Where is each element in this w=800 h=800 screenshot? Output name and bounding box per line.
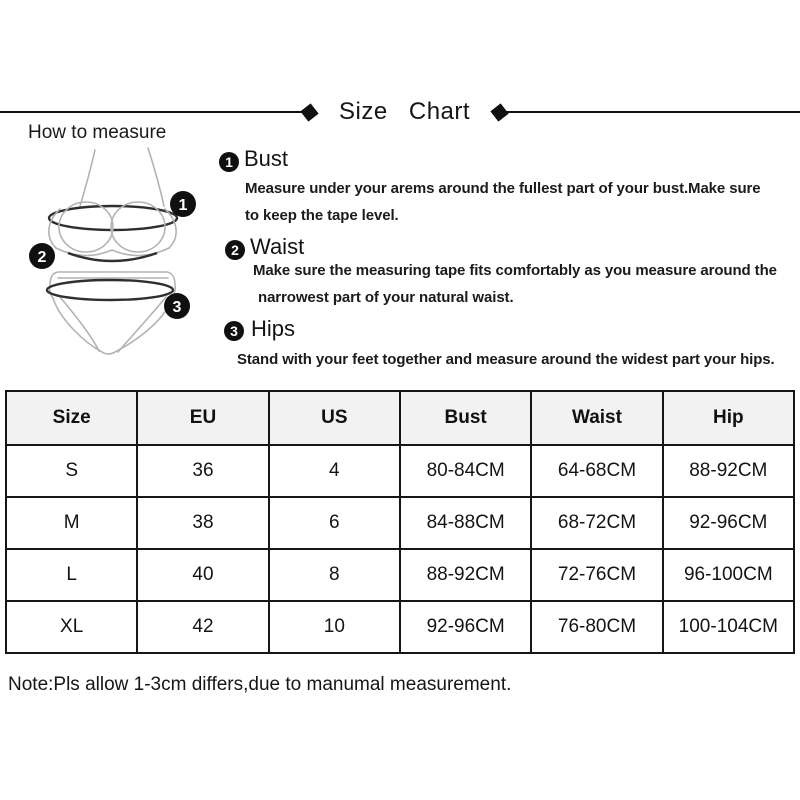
size-table-header-row <box>6 391 794 445</box>
figure-badge-1 <box>170 191 196 217</box>
waist-instruction-line-1: Make sure the measuring tape fits comfortably as you measure around the <box>253 262 777 279</box>
leg-curve-left <box>60 297 99 351</box>
measurement-note: Note:Pls allow 1-3cm differs,due to manumal measurement. <box>8 674 512 695</box>
cell-s-size: S <box>6 445 137 497</box>
cell-m-us: 6 <box>269 497 400 549</box>
col-header-size: Size <box>6 391 137 445</box>
waist-instruction-line-2: narrowest part of your natural waist. <box>258 289 514 306</box>
hips-heading: Hips <box>251 316 296 341</box>
figure-badge-2-number: 2 <box>37 249 47 266</box>
bust-instruction-line-1: Measure under your arems around the fullest part of your bust.Make sure <box>245 180 761 197</box>
cell-m-bust: 84-88CM <box>400 497 531 549</box>
figure-badge-2 <box>29 243 55 269</box>
cell-xl-bust: 92-96CM <box>400 601 531 653</box>
figure-badge-3-number: 3 <box>172 299 182 316</box>
table-row-s <box>6 445 794 497</box>
measurement-figure-illustration <box>20 145 220 355</box>
bust-instruction-line-2: to keep the tape level. <box>245 207 399 224</box>
col-header-waist: Waist <box>531 391 662 445</box>
waist-tape-line <box>68 253 157 261</box>
figure-badge-1-number: 1 <box>178 197 188 214</box>
bust-heading: Bust <box>244 146 289 171</box>
table-row-l <box>6 549 794 601</box>
bra-strap-right <box>148 148 164 206</box>
cell-l-bust: 88-92CM <box>400 549 531 601</box>
table-row-m <box>6 497 794 549</box>
leg-curve-right <box>118 297 166 352</box>
cell-l-us: 8 <box>269 549 400 601</box>
figure-badge-3 <box>164 293 190 319</box>
table-row-xl <box>6 601 794 653</box>
cell-l-eu: 40 <box>137 549 268 601</box>
cell-l-size: L <box>6 549 137 601</box>
cell-m-size: M <box>6 497 137 549</box>
cell-m-waist: 68-72CM <box>531 497 662 549</box>
hip-tape-line <box>47 280 173 300</box>
how-to-measure-label: How to measure <box>28 122 167 143</box>
size-table-container <box>5 390 795 654</box>
col-header-bust: Bust <box>400 391 531 445</box>
cell-xl-waist: 76-80CM <box>531 601 662 653</box>
title-rule-right <box>505 111 800 113</box>
col-header-us: US <box>269 391 400 445</box>
bra-strap-left <box>80 150 95 206</box>
cell-s-us: 4 <box>269 445 400 497</box>
cell-m-eu: 38 <box>137 497 268 549</box>
waist-number-badge: 2 <box>225 240 245 260</box>
cell-s-hip: 88-92CM <box>663 445 794 497</box>
bust-number-badge: 1 <box>219 152 239 172</box>
cell-l-hip: 96-100CM <box>663 549 794 601</box>
col-header-eu: EU <box>137 391 268 445</box>
cell-xl-size: XL <box>6 601 137 653</box>
waist-heading: Waist <box>250 234 305 259</box>
title-rule-left <box>0 111 304 113</box>
cell-xl-eu: 42 <box>137 601 268 653</box>
hips-number-badge: 3 <box>224 321 244 341</box>
hips-instruction-line-1: Stand with your feet together and measure around the widest part your hips. <box>237 351 775 368</box>
cell-xl-us: 10 <box>269 601 400 653</box>
cell-m-hip: 92-96CM <box>663 497 794 549</box>
cell-s-waist: 64-68CM <box>531 445 662 497</box>
cell-s-eu: 36 <box>137 445 268 497</box>
cell-l-waist: 72-76CM <box>531 549 662 601</box>
cell-xl-hip: 100-104CM <box>663 601 794 653</box>
col-header-hip: Hip <box>663 391 794 445</box>
cell-s-bust: 80-84CM <box>400 445 531 497</box>
page-title: Size Chart <box>339 98 471 125</box>
size-table <box>5 390 795 654</box>
